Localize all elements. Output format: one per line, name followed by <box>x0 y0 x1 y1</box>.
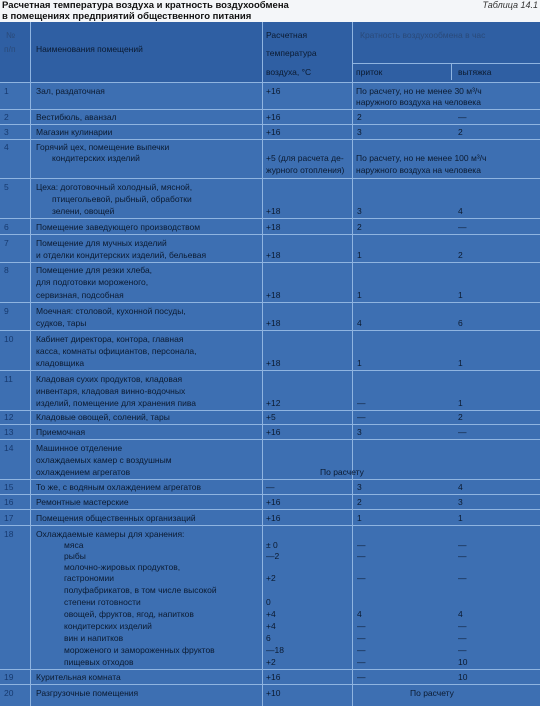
room-name: изделий, помещение для хранения пива <box>36 398 197 408</box>
row-divider <box>0 330 540 331</box>
inflow-value: — <box>357 573 366 583</box>
outflow-value: 2 <box>458 412 463 422</box>
row-divider <box>0 509 540 510</box>
header-number-1: № <box>6 30 16 40</box>
rate-note: По расчету, но не менее 30 м³/ч <box>356 86 482 96</box>
temperature: 0 <box>266 597 271 607</box>
outflow-value: — <box>458 540 467 550</box>
table-number: Таблица 14.1 <box>482 0 538 10</box>
room-name: Кабинет директора, контора, главная <box>36 334 184 344</box>
rate-note: По расчету, но не менее 100 м³/ч <box>356 153 487 163</box>
rate-note: По расчету <box>320 467 364 477</box>
outflow-value: — <box>458 222 467 232</box>
inflow-value: — <box>357 672 366 682</box>
sub-item-name: мяса <box>64 540 84 550</box>
temperature: +4 <box>266 609 276 619</box>
inflow-value: — <box>357 551 366 561</box>
inflow-value: 4 <box>357 318 362 328</box>
outflow-value: 1 <box>458 513 463 523</box>
temperature: +16 <box>266 513 281 523</box>
temperature: +16 <box>266 86 281 96</box>
outflow-value: 1 <box>458 398 463 408</box>
room-name: Моечная: столовой, кухонной посуды, <box>36 306 186 316</box>
sub-item-name: вин и напитков <box>64 633 124 643</box>
room-name: Кладовые овощей, солений, тары <box>36 412 170 422</box>
room-name: охлаждением агрегатов <box>36 467 131 477</box>
row-number: 18 <box>4 529 14 539</box>
row-divider <box>0 218 540 219</box>
inflow-value: 1 <box>357 290 362 300</box>
room-name: касса, комнаты официантов, персонала, <box>36 346 197 356</box>
inflow-value: 3 <box>357 127 362 137</box>
room-name: То же, с водяным охлаждением агрегатов <box>36 482 201 492</box>
divider <box>451 64 452 80</box>
room-name: Помещение для резки хлеба, <box>36 265 153 275</box>
room-name: для подготовки мороженого, <box>36 277 149 287</box>
outflow-value: 4 <box>458 206 463 216</box>
divider <box>352 63 540 64</box>
room-name: Помещение заведующего производством <box>36 222 201 232</box>
outflow-value: — <box>458 645 467 655</box>
row-number: 6 <box>4 222 9 232</box>
inflow-value: — <box>357 540 366 550</box>
room-name: кладовщика <box>36 358 85 368</box>
temperature: +18 <box>266 358 281 368</box>
inflow-value: — <box>357 412 366 422</box>
row-divider <box>0 370 540 371</box>
header-rate: Кратность воздухообмена в час <box>360 30 486 40</box>
row-divider <box>0 410 540 411</box>
outflow-value: 6 <box>458 318 463 328</box>
header-outflow: вытяжка <box>458 67 492 77</box>
room-name: зелени, овощей <box>52 206 115 216</box>
temperature: +16 <box>266 427 281 437</box>
inflow-value: 1 <box>357 250 362 260</box>
temperature: —18 <box>266 645 284 655</box>
temperature: +18 <box>266 250 281 260</box>
row-number: 11 <box>4 374 13 384</box>
header-inflow: приток <box>356 67 383 77</box>
room-name: Приемочная <box>36 427 86 437</box>
room-name: Цеха: доготовочный холодный, мясной, <box>36 182 193 192</box>
row-number: 19 <box>4 672 14 682</box>
temperature: +16 <box>266 672 281 682</box>
room-name: Зал, раздаточная <box>36 86 105 96</box>
row-number: 15 <box>4 482 14 492</box>
row-number: 16 <box>4 497 14 507</box>
row-divider <box>0 139 540 140</box>
room-name: Магазин кулинарии <box>36 127 113 137</box>
inflow-value: — <box>357 645 366 655</box>
inflow-value: 4 <box>357 609 362 619</box>
outflow-value: 2 <box>458 127 463 137</box>
temperature: 6 <box>266 633 271 643</box>
room-name: Курительная комната <box>36 672 121 682</box>
outflow-value: 1 <box>458 358 463 368</box>
inflow-value: 1 <box>357 513 362 523</box>
row-divider <box>0 479 540 480</box>
row-divider <box>0 525 540 526</box>
sub-item-name: кондитерских изделий <box>64 621 152 631</box>
outflow-value: — <box>458 621 467 631</box>
inflow-value: — <box>357 621 366 631</box>
room-name: Вестибюль, аванзал <box>36 112 117 122</box>
row-number: 1 <box>4 86 9 96</box>
room-name: Ремонтные мастерские <box>36 497 129 507</box>
outflow-value: — <box>458 551 467 561</box>
inflow-value: 3 <box>357 206 362 216</box>
temperature: +16 <box>266 112 281 122</box>
room-name: Машинное отделение <box>36 443 123 453</box>
header-room-name: Наименования помещений <box>36 44 143 54</box>
sub-item-name: полуфабрикатов, в том числе высокой <box>64 585 217 595</box>
room-name: судков, тары <box>36 318 87 328</box>
room-name: Разгрузочные помещения <box>36 688 139 698</box>
inflow-value: 2 <box>357 222 362 232</box>
inflow-value: 1 <box>357 358 362 368</box>
sub-item-name: овощей, фруктов, ягод, напитков <box>64 609 194 619</box>
temperature: ± 0 <box>266 540 278 550</box>
inflow-value: 2 <box>357 112 362 122</box>
sub-item-name: степени готовности <box>64 597 141 607</box>
temperature: +10 <box>266 688 281 698</box>
rate-note: наружного воздуха на человека <box>356 165 481 175</box>
outflow-value: 2 <box>458 250 463 260</box>
temperature: +16 <box>266 127 281 137</box>
temperature: +18 <box>266 318 281 328</box>
inflow-value: 3 <box>357 427 362 437</box>
temperature: +12 <box>266 398 281 408</box>
row-number: 7 <box>4 238 9 248</box>
row-divider <box>0 494 540 495</box>
outflow-value: — <box>458 573 467 583</box>
row-divider <box>0 124 540 125</box>
row-number: 12 <box>4 412 14 422</box>
row-number: 9 <box>4 306 9 316</box>
inflow-value: — <box>357 398 366 408</box>
row-number: 3 <box>4 127 9 137</box>
sub-item-name: молочно-жировых продуктов, <box>64 562 181 572</box>
row-divider <box>0 439 540 440</box>
temperature: — <box>266 482 275 492</box>
table-title <box>2 0 289 22</box>
outflow-value: — <box>458 112 467 122</box>
row-divider <box>0 684 540 685</box>
outflow-value: — <box>458 633 467 643</box>
sub-item-name: мороженого и замороженных фруктов <box>64 645 215 655</box>
room-name: сервизная, подсобная <box>36 290 124 300</box>
row-divider <box>0 669 540 670</box>
outflow-value: 4 <box>458 482 463 492</box>
temperature: +4 <box>266 621 276 631</box>
row-number: 5 <box>4 182 9 192</box>
temperature: журного отопления) <box>266 165 345 175</box>
row-number: 20 <box>4 688 14 698</box>
row-divider <box>0 302 540 303</box>
room-name: Кладовая сухих продуктов, кладовая <box>36 374 183 384</box>
outflow-value: 1 <box>458 290 463 300</box>
row-number: 8 <box>4 265 9 275</box>
room-name: Помещения общественных организаций <box>36 513 196 523</box>
sub-item-name: рыбы <box>64 551 86 561</box>
room-name: охлаждаемых камер с воздушным <box>36 455 172 465</box>
row-divider <box>0 424 540 425</box>
row-divider <box>0 234 540 235</box>
outflow-value: 4 <box>458 609 463 619</box>
room-name: птицегольевой, рыбный, обработки <box>52 194 192 204</box>
table-title-line-1: Расчетная температура воздуха и кратность воздухообмена <box>2 0 289 11</box>
row-divider <box>0 178 540 179</box>
row-number: 13 <box>4 427 14 437</box>
temperature: +18 <box>266 222 281 232</box>
outflow-value: — <box>458 427 467 437</box>
header-temp-2: температура <box>266 48 317 58</box>
sub-item-name: пищевых отходов <box>64 657 134 667</box>
room-name: и отделки кондитерских изделий, бельевая <box>36 250 207 260</box>
inflow-value: 3 <box>357 482 362 492</box>
room-name: инвентаря, кладовая винно-водочных <box>36 386 186 396</box>
rate-note: наружного воздуха на человека <box>356 97 481 107</box>
row-number: 17 <box>4 513 14 523</box>
temperature: +2 <box>266 657 276 667</box>
inflow-value: — <box>357 657 366 667</box>
temperature: +16 <box>266 497 281 507</box>
temperature: +5 <box>266 412 276 422</box>
row-number: 4 <box>4 142 9 152</box>
inflow-value: 2 <box>357 497 362 507</box>
room-name: Охлаждаемые камеры для хранения: <box>36 529 185 539</box>
room-name: Помещение для мучных изделий <box>36 238 167 248</box>
temperature: +5 (для расчета де- <box>266 153 344 163</box>
row-divider <box>0 262 540 263</box>
inflow-value: — <box>357 633 366 643</box>
header-temp-1: Расчетная <box>266 30 308 40</box>
temperature: +2 <box>266 573 276 583</box>
rate-note: По расчету <box>410 688 454 698</box>
sub-item-name: гастрономии <box>64 573 114 583</box>
row-number: 2 <box>4 112 9 122</box>
row-number: 10 <box>4 334 14 344</box>
temperature: +18 <box>266 290 281 300</box>
temperature: —2 <box>266 551 280 561</box>
room-name: кондитерских изделий <box>52 153 140 163</box>
row-divider <box>0 109 540 110</box>
title-bar <box>0 0 540 22</box>
divider <box>0 82 540 83</box>
room-name: Горячий цех, помещение выпечки <box>36 142 170 152</box>
outflow-value: 3 <box>458 497 463 507</box>
header-number-2: п/п <box>4 44 16 54</box>
table-title-line-2: в помещениях предприятий общественного питания <box>2 11 252 22</box>
outflow-value: 10 <box>458 657 468 667</box>
outflow-value: 10 <box>458 672 468 682</box>
temperature: +18 <box>266 206 281 216</box>
row-number: 14 <box>4 443 14 453</box>
header-temp-3: воздуха, °С <box>266 67 312 77</box>
